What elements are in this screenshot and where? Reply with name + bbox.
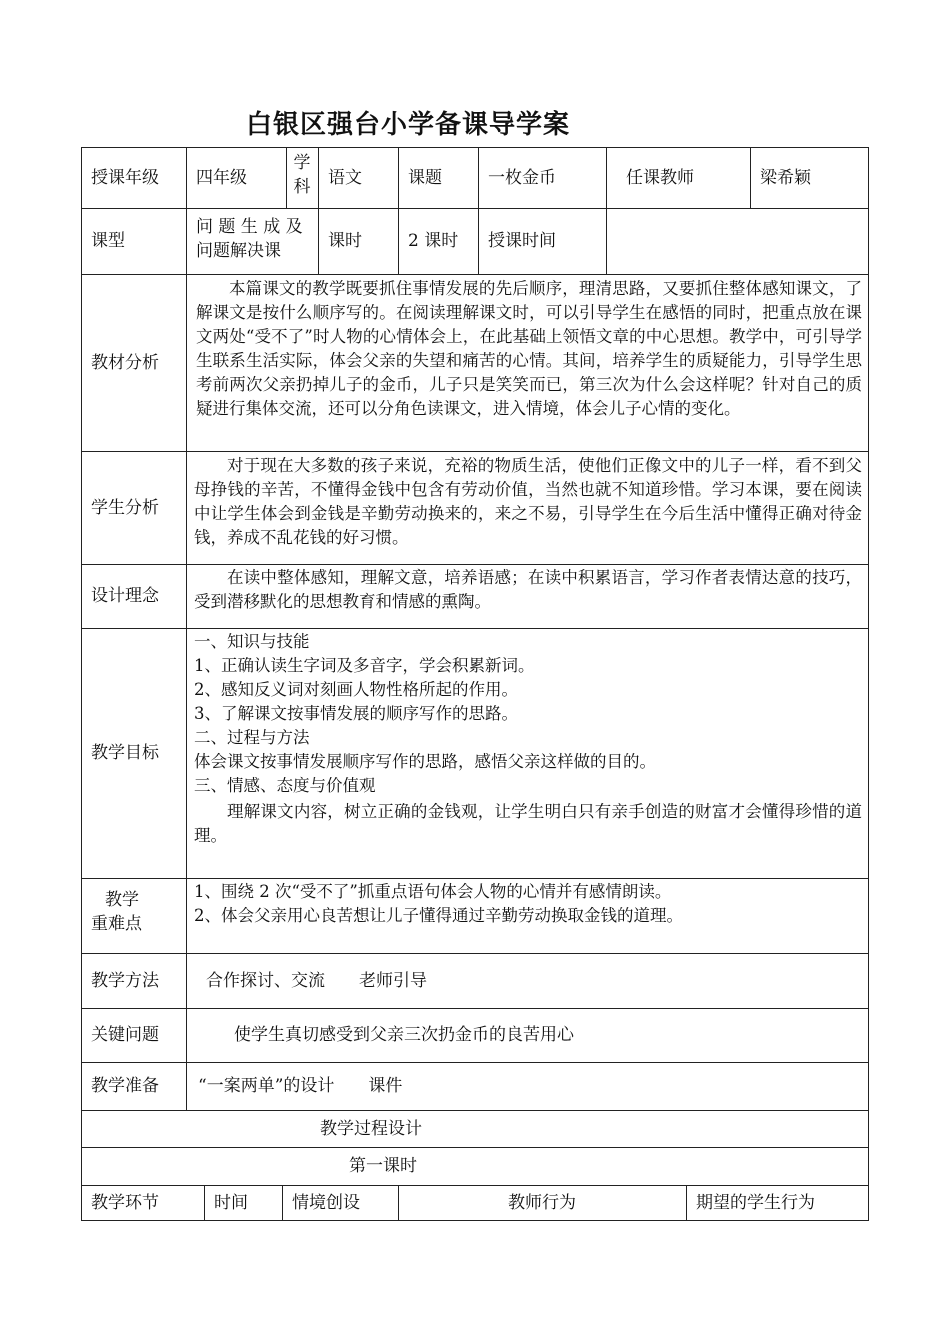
col-student: 期望的学生行为 bbox=[696, 1193, 815, 1213]
design-concept-text: 在读中整体感知，理解文意，培养语感；在读中积累语言，学习作者表情达意的技巧，受到潜移默化的思想教育和情感的熏陶。 bbox=[194, 568, 862, 611]
key-points-label: 教学 重难点 bbox=[91, 890, 142, 934]
lesson-label: 课题 bbox=[408, 167, 442, 188]
time-value bbox=[606, 208, 869, 274]
student-analysis-text: 对于现在大多数的孩子来说，充裕的物质生活，使他们正像文中的儿子一样，看不到父母挣钱的辛苦，不懂得金钱中包含有劳动价值，当然也就不知道珍惜。学习本课，要在阅读中让学生体会到金钱是辛勤劳动换来的，来之不易，引导学生在今后生活中懂得正确对待金钱，养成不乱花钱的好习惯。 bbox=[194, 456, 862, 547]
method-value: 合作探讨、交流 老师引导 bbox=[206, 970, 427, 991]
preparation-value: “一案两单”的设计 课件 bbox=[198, 1076, 403, 1096]
grade-value: 四年级 bbox=[196, 167, 247, 188]
subject-value: 语文 bbox=[328, 167, 362, 188]
key-question-value: 使学生真切感受到父亲三次扔金币的良苦用心 bbox=[234, 1025, 574, 1045]
key-question-label: 关键问题 bbox=[91, 1025, 159, 1045]
goal-line: 3、了解课文按事情发展的顺序写作的思路。 bbox=[194, 704, 518, 723]
goal-line: 体会课文按事情发展顺序写作的思路，感悟父亲这样做的目的。 bbox=[194, 752, 656, 771]
student-analysis-label: 学生分析 bbox=[91, 497, 159, 518]
material-analysis-text: 本篇课文的教学既要抓住事情发展的先后顺序，理清思路，又要抓住整体感知课文，了解课文是按什么顺序写的。在阅读理解课文时，可以引导学生在感悟的同时，把重点放在课文两处“受不了”时人物的心情体会上，在此基础上领悟文章的中心思想。教学中，可引导学生联系生活实际，体会父亲的失望和痛苦的心情。其间，培养学生的质疑能力，引导学生思考前两次父亲扔掉儿子的金币，儿子只是笑笑而已，第三次为什么会这样呢？针对自己的质疑进行集体交流，还可以分角色读课文，进入情境，体会儿子心情的变化。 bbox=[196, 279, 862, 418]
page-title: 白银区强台小学备课导学案 bbox=[246, 110, 571, 140]
teacher-value: 梁希颖 bbox=[760, 167, 811, 188]
teaching-goals-label: 教学目标 bbox=[91, 743, 159, 763]
goal-line: 一、知识与技能 bbox=[194, 632, 310, 651]
goal-line: 1、正确认读生字词及多音字，学会积累新词。 bbox=[194, 656, 535, 675]
preparation-label: 教学准备 bbox=[91, 1076, 159, 1096]
material-analysis-label: 教材分析 bbox=[91, 352, 159, 373]
lesson-value: 一枚金币 bbox=[488, 167, 556, 188]
goal-line: 三、情感、态度与价值观 bbox=[194, 776, 376, 795]
goal-values-text: 理解课文内容，树立正确的金钱观，让学生明白只有亲手创造的财富才会懂得珍惜的道理。 bbox=[194, 802, 862, 845]
goal-line: 2、感知反义词对刻画人物性格所起的作用。 bbox=[194, 680, 518, 699]
teacher-label: 任课教师 bbox=[626, 167, 694, 188]
col-teacher: 教师行为 bbox=[508, 1193, 576, 1213]
period-title: 第一课时 bbox=[349, 1156, 417, 1176]
col-time: 时间 bbox=[214, 1193, 248, 1213]
goal-line: 二、过程与方法 bbox=[194, 728, 310, 747]
col-stage: 教学环节 bbox=[91, 1193, 159, 1213]
type-value: 问 题 生 成 及 问题解决课 bbox=[196, 217, 303, 261]
key-points-content: 1、围绕 2 次“受不了”抓重点语句体会人物的心情并有感情朗读。 2、体会父亲用心良苦想让儿子懂得通过辛勤劳动换取金钱的道理。 bbox=[194, 882, 683, 925]
process-title: 教学过程设计 bbox=[320, 1118, 422, 1139]
col-scenario: 情境创设 bbox=[292, 1193, 360, 1213]
time-label: 授课时间 bbox=[488, 231, 556, 251]
method-label: 教学方法 bbox=[91, 970, 159, 991]
hours-value: 2 课时 bbox=[408, 231, 459, 251]
grade-label: 授课年级 bbox=[91, 167, 159, 188]
design-concept-label: 设计理念 bbox=[91, 586, 159, 606]
hours-label: 课时 bbox=[328, 231, 362, 251]
teaching-goals-content bbox=[194, 630, 862, 876]
type-label: 课型 bbox=[91, 231, 125, 251]
subject-label: 学 科 bbox=[293, 153, 311, 197]
